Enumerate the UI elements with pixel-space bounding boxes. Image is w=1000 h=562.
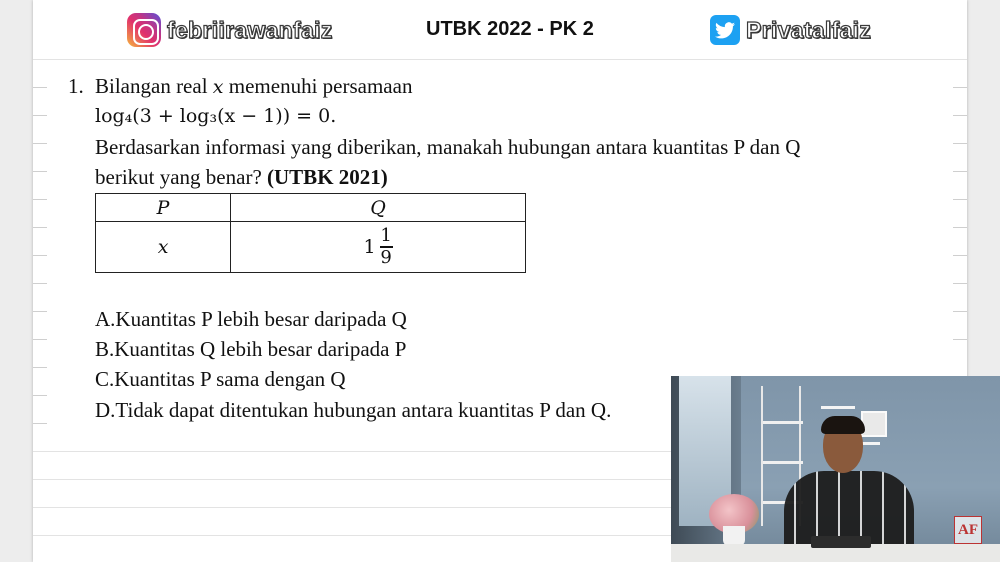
presenter-hair bbox=[821, 416, 865, 434]
option-d: D.Tidak dapat ditentukan hubungan antara kuantitas P dan Q. bbox=[95, 398, 612, 422]
table-header-p: P bbox=[96, 194, 231, 222]
instagram-credit bbox=[127, 13, 333, 47]
header-title: UTBK 2022 - PK 2 bbox=[426, 18, 594, 40]
channel-logo: AF bbox=[954, 516, 982, 544]
instagram-handle: febriirawanfaiz bbox=[167, 16, 333, 43]
question-line-1: Bilangan real x memenuhi persamaan bbox=[95, 74, 413, 98]
webcam-picture-frame bbox=[861, 411, 887, 437]
twitter-icon bbox=[710, 15, 740, 45]
webcam-pot bbox=[723, 526, 745, 546]
webcam-float-shelf bbox=[821, 406, 855, 409]
video-header bbox=[0, 0, 1000, 60]
option-b: B.Kuantitas Q lebih besar daripada P bbox=[95, 337, 407, 361]
question-line-4: berikut yang benar? (UTBK 2021) bbox=[95, 165, 388, 189]
option-c: C.Kuantitas P sama dengan Q bbox=[95, 367, 346, 391]
table-cell-q: 1 $\frac{1}{9}$ bbox=[231, 222, 526, 273]
webcam-overlay bbox=[671, 376, 1000, 562]
table-cell-p: x bbox=[96, 222, 231, 273]
question-line-3: Berdasarkan informasi yang diberikan, manakah hubungan antara kuantitas P dan Q bbox=[95, 135, 801, 159]
instagram-icon bbox=[127, 13, 161, 47]
table-header-q: Q bbox=[231, 194, 526, 222]
twitter-handle: Privatalfaiz bbox=[746, 16, 872, 43]
question-equation: log₄(3 + log₃(x − 1)) = 0. bbox=[95, 105, 337, 127]
quantity-table bbox=[95, 193, 526, 273]
twitter-credit bbox=[710, 15, 871, 45]
webcam-laptop bbox=[811, 536, 871, 548]
option-a: A.Kuantitas P lebih besar daripada Q bbox=[95, 307, 407, 331]
question-number: 1. bbox=[68, 74, 84, 98]
